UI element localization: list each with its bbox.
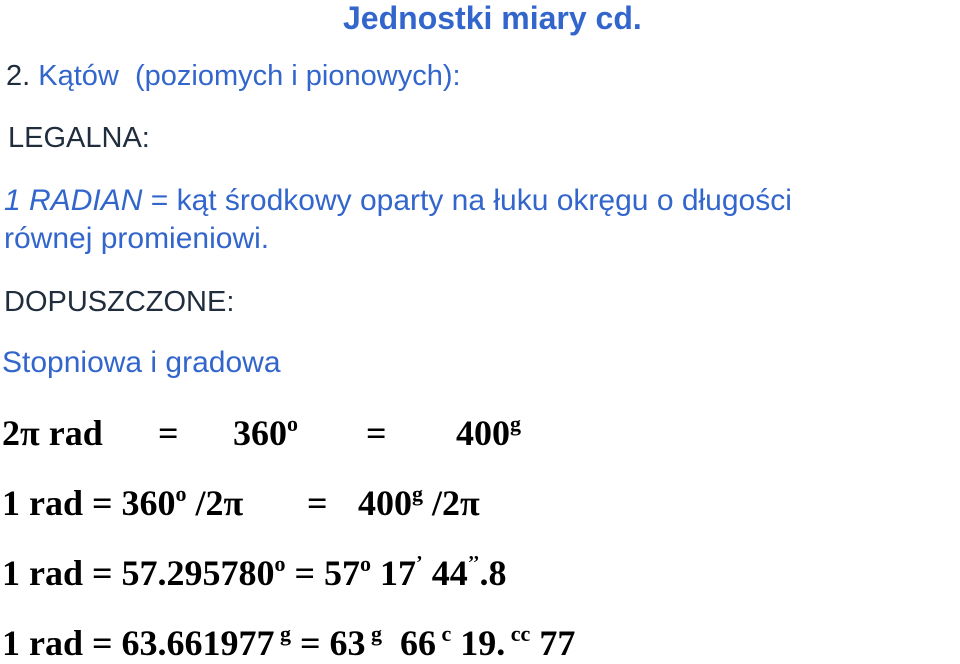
eq3-e: .8 xyxy=(479,553,507,593)
section-heading xyxy=(6,60,461,93)
radian-definition-line2: równej promieniowi. xyxy=(4,222,270,255)
eq1-grads-value: 400 xyxy=(456,413,510,453)
degree-symbol: o xyxy=(274,551,286,576)
eq3-b: = 57 xyxy=(285,553,361,593)
eq2-left-div: /2π xyxy=(186,483,244,523)
centi-centigrad-symbol: cc xyxy=(505,621,531,646)
grad-symbol: g xyxy=(274,621,292,646)
second-symbol: ’’ xyxy=(467,552,480,574)
eq1-degrees-value: 360 xyxy=(233,413,287,453)
degree-symbol: o xyxy=(175,481,187,506)
grad-symbol: g xyxy=(365,621,383,646)
eq1-equals-1: = xyxy=(158,413,179,453)
eq2-left xyxy=(2,482,243,524)
page-title: Jednostki miary cd. xyxy=(343,0,642,36)
eq1-grads xyxy=(456,412,521,454)
eq4-c: 66 xyxy=(382,623,437,663)
radian-definition xyxy=(4,184,792,218)
allowed-label: DOPUSZCZONE: xyxy=(4,286,235,318)
eq3-c: 17 xyxy=(371,553,417,593)
degree-symbol: o xyxy=(360,551,372,576)
radian-definition-text: = kąt środkowy oparty na łuku okręgu o długości xyxy=(142,184,792,217)
radian-term: 1 RADIAN xyxy=(4,184,143,217)
section-number: 2. xyxy=(6,60,31,92)
eq1-degrees xyxy=(233,412,298,454)
section-heading-text: Kątów (poziomych i pionowych): xyxy=(38,60,461,92)
eq2-equals: = xyxy=(307,483,328,523)
eq2-right xyxy=(358,482,480,524)
eq3-a: 1 rad = 57.295780 xyxy=(2,553,275,593)
eq4-d: 19. xyxy=(451,623,506,663)
legal-label: LEGALNA: xyxy=(8,122,150,154)
grad-symbol: g xyxy=(412,481,423,506)
grad-symbol: g xyxy=(510,411,521,436)
eq1-equals-2: = xyxy=(366,413,387,453)
eq3-d: 44 xyxy=(422,553,468,593)
eq3 xyxy=(2,552,507,594)
eq2-right-div: /2π xyxy=(423,483,480,523)
eq4-e: 77 xyxy=(530,623,576,663)
minute-symbol: ’ xyxy=(416,552,423,574)
eq4 xyxy=(2,622,575,664)
centigrad-symbol: c xyxy=(436,621,452,646)
eq4-b: = 63 xyxy=(291,623,366,663)
degree-symbol: o xyxy=(287,411,298,436)
allowed-value: Stopniowa i gradowa xyxy=(2,346,281,379)
eq2-left-value: 1 rad = 360 xyxy=(2,483,176,523)
eq4-a: 1 rad = 63.661977 xyxy=(2,623,275,663)
eq1-left: 2π rad xyxy=(2,413,103,453)
eq2-right-value: 400 xyxy=(358,483,412,523)
